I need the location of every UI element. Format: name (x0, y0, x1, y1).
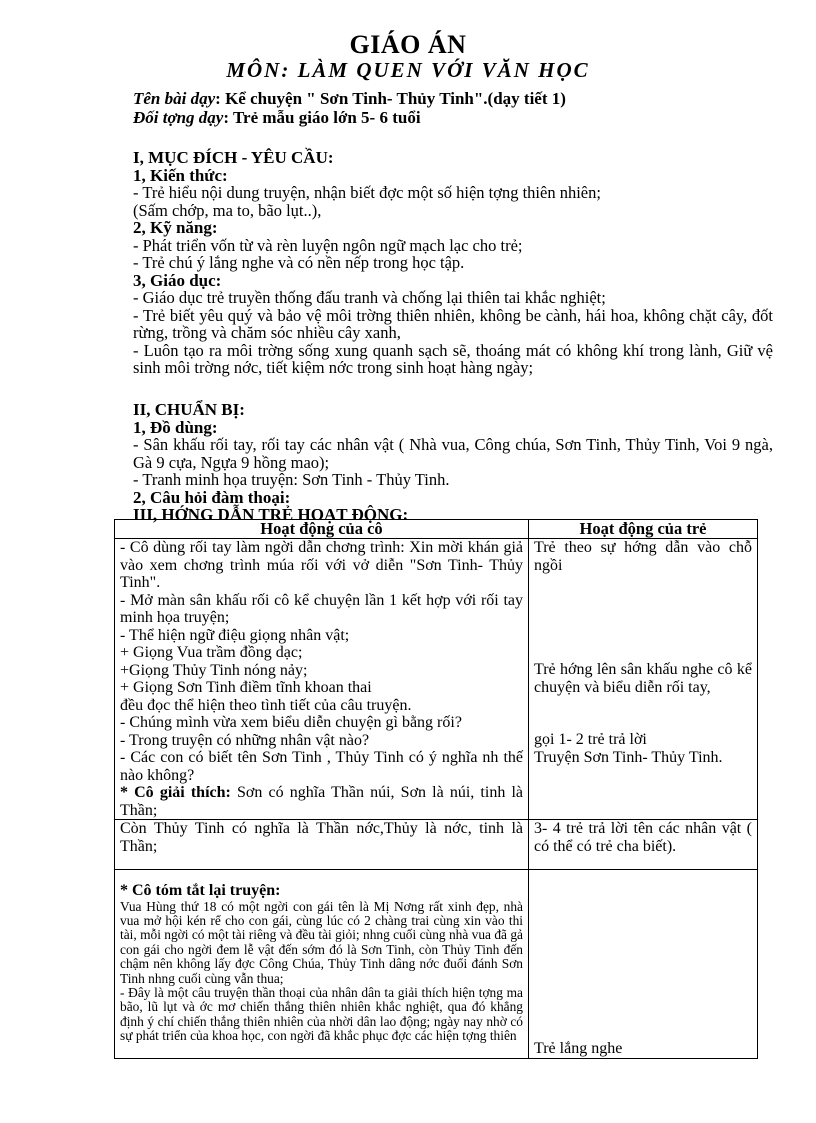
section-preparation (133, 401, 773, 524)
teacher-line: đều đọc thể hiện theo tình tiết của câu truyện. (120, 696, 412, 714)
summary-text: Vua Hùng thứ 18 có một ngời con gái tên là Mị Nơng rất xinh đẹp, nhà vua mở hội kén rể cho con gái, cùng lúc có 2 chàng trai cùng xin vào thi tài, mỗi ngời có một tài riêng và đều tài giỏi; nhng cuối cùng nhà vua đã gả con gái cho ngời đem lễ vật đến sớm đó là Sơn Tinh, còn Thủy Tinh đến chậm nên không lấy đợc Công Chúa, Thủy Tinh dâng nớc đuổi đánh Sơn Tinh nhng cuối cùng vẫn thua; (120, 898, 523, 986)
document-subtitle: MÔN: LÀM QUEN VỚI VĂN HỌC (226, 58, 590, 82)
table-row (115, 820, 758, 870)
target-key: Đối tợng dạy (133, 108, 224, 127)
knowledge-line-2: (Sấm chớp, ma to, bão lụt..), (133, 200, 322, 220)
child-line: Truyện Sơn Tinh- Thủy Tinh. (534, 748, 723, 766)
target-line (133, 108, 421, 128)
document-title: GIÁO ÁN (349, 30, 467, 59)
knowledge-heading: 1, Kiến thức: (133, 165, 228, 185)
header-child-activity: Hoạt động của trẻ (529, 520, 758, 539)
child-activity-cell (529, 539, 758, 820)
table-row (115, 870, 758, 1059)
education-line-2: - Trẻ biết yêu quý và bảo vệ môi trờng thiên nhiên, không be cành, hái hoa, không chặt cây, đốt rừng, trồng và chăm sóc nhiều cây xanh, (133, 305, 773, 342)
education-line-1: - Giáo dục trẻ truyền thống đấu tranh và chống lại thiên tai khắc nghiệt; (133, 288, 606, 307)
child-line: Trẻ lắng nghe (534, 1040, 623, 1057)
teacher-line: +Giọng Thủy Tinh nóng nảy; (120, 661, 308, 679)
table-row (115, 539, 758, 820)
teacher-line: - Thể hiện ngữ điệu giọng nhân vật; (120, 626, 350, 644)
lesson-name-line (133, 89, 566, 109)
teacher-activity-cell (115, 820, 529, 870)
section-2-heading: II, CHUẨN BỊ: (133, 400, 245, 419)
table-header-row (115, 520, 758, 539)
spacer (534, 574, 752, 661)
meaning-text: - Đây là một câu truyện thần thoại của nhân dân ta giải thích hiện tợng ma bão, lũ lụt và ớc mơ chiến thắng thiên nhiên khắc nghiệt, qua đó khẳng định ý chí chiến thắng thiên nhiên của nhời dân lao động; ngày nay nhờ có sự phát triển của khoa học, con ngời đã khắc phục đợc các hiện tợng thiên (120, 984, 523, 1044)
skills-line-2: - Trẻ chú ý lắng nghe và có nền nếp trong học tập. (133, 253, 465, 272)
explanation-label: * Cô giải thích: (120, 784, 231, 801)
materials-line-1: - Sân khấu rối tay, rối tay các nhân vật ( Nhà vua, Công chúa, Sơn Tinh, Thủy Tinh, Voi 9 ngà, Gà 9 cựa, Ngựa 9 hồng mao); (133, 435, 773, 472)
child-line: gọi 1- 2 trẻ trả lời (534, 731, 647, 748)
knowledge-line-1: - Trẻ hiểu nội dung truyện, nhận biết đợc một số hiện tợng thiên nhiên; (133, 183, 601, 202)
skills-line-1: - Phát triển vốn từ và rèn luyện ngôn ngữ mạch lạc cho trẻ; (133, 235, 523, 255)
header-teacher-activity: Hoạt động của cô (115, 520, 529, 539)
education-heading: 3, Giáo dục: (133, 270, 222, 290)
spacer (120, 870, 523, 882)
section-objectives (133, 149, 773, 377)
section-3-heading: III, HỚNG DẪN TRẺ HOẠT ĐỘNG: (133, 505, 409, 524)
explanation-paragraph (120, 784, 523, 819)
child-activity-cell (529, 870, 758, 1059)
teacher-line: + Giọng Vua trầm đồng dạc; (120, 644, 303, 661)
materials-heading: 1, Đồ dùng: (133, 417, 218, 437)
education-line-3: - Luôn tạo ra môi trờng sống xung quanh sạch sẽ, thoáng mát có không khí trong lành, Giữ vệ sinh môi trờng nớc, tiết kiệm nớc trong sinh hoạt hàng ngày; (133, 340, 773, 377)
child-activity-cell (529, 820, 758, 870)
summary-label: * Cô tóm tắt lại truyện: (120, 882, 281, 899)
teacher-line: - Trong truyện có những nhân vật nào? (120, 731, 370, 749)
lesson-name-value: : Kể chuyện " Sơn Tinh- Thủy Tinh".(dạy tiết 1) (215, 89, 566, 108)
target-value: : Trẻ mẫu giáo lớn 5- 6 tuổi (223, 108, 421, 127)
child-line: 3- 4 trẻ trả lời tên các nhân vật ( có thể có trẻ cha biết). (534, 820, 752, 855)
teacher-line: - Chúng mình vừa xem biểu diễn chuyện gì bằng rối? (120, 714, 462, 731)
questions-heading: 2, Câu hỏi đàm thoại: (133, 487, 291, 507)
teacher-line: - Cô dùng rối tay làm ngời dẫn chơng trình: Xin mời khán giả vào xem chơng trình múa rối với vở diễn "Sơn Tinh- Thủy Tinh". (120, 539, 523, 591)
child-line: Trẻ hớng lên sân khấu nghe cô kể chuyện và biểu diễn rối tay, (534, 661, 752, 696)
activity-table (114, 519, 758, 1059)
section-1-heading: I, MỤC ĐÍCH - YÊU CẦU: (133, 148, 334, 167)
explanation-text: Sơn có nghĩa Thần núi, Sơn là núi, tinh là Thần; (120, 784, 523, 819)
teacher-line: - Các con có biết tên Sơn Tinh , Thủy Tinh có ý nghĩa nh thế nào không? (120, 749, 523, 784)
child-line: Trẻ theo sự hớng dẫn vào chỗ ngồi (534, 539, 752, 574)
lesson-name-key: Tên bài dạy (133, 89, 216, 108)
teacher-activity-cell (115, 870, 529, 1059)
spacer (534, 696, 752, 731)
materials-line-2: - Tranh minh họa truyện: Sơn Tinh - Thủy Tinh. (133, 470, 450, 489)
teacher-line: + Giọng Sơn Tinh điềm tĩnh khoan thai (120, 679, 372, 696)
teacher-activity-cell (115, 539, 529, 820)
skills-heading: 2, Kỹ năng: (133, 218, 218, 237)
teacher-line: Còn Thủy Tinh có nghĩa là Thần nớc,Thủy là nớc, tinh là Thần; (120, 820, 523, 855)
teacher-line: - Mở màn sân khấu rối cô kể chuyện lần 1 kết hợp với rối tay minh họa truyện; (120, 591, 523, 626)
spacer (534, 870, 752, 1040)
